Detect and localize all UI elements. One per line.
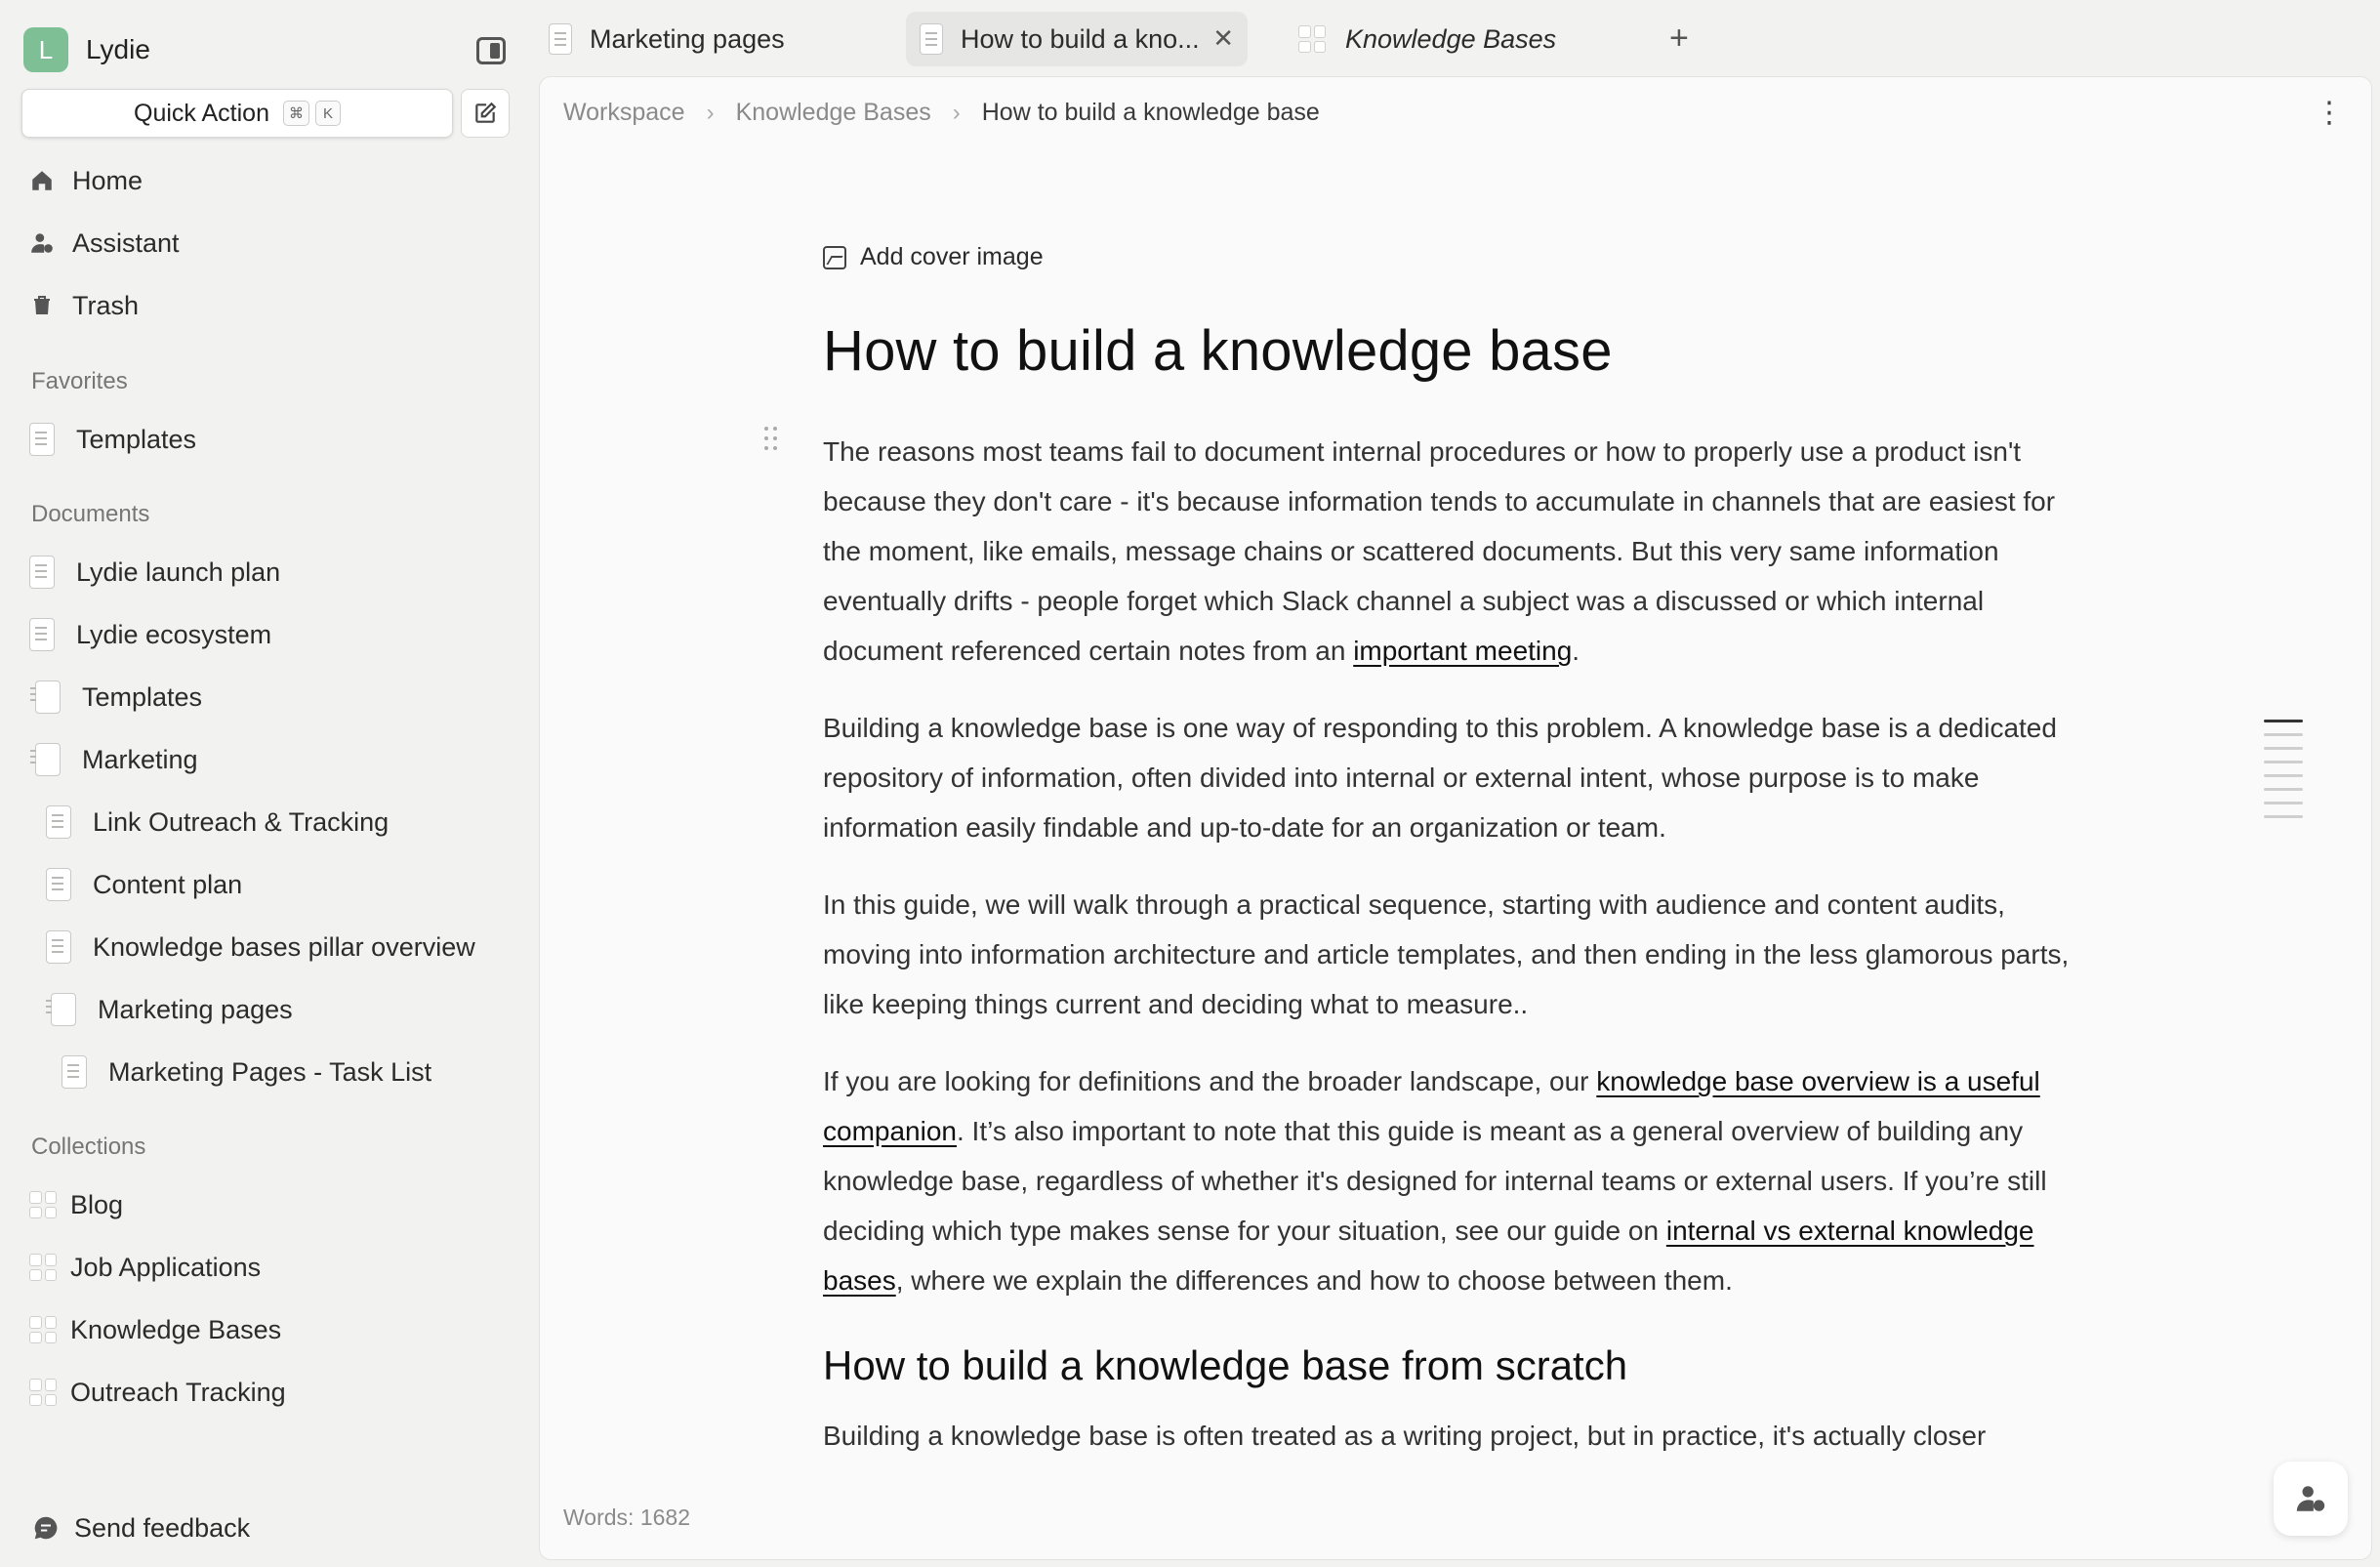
compose-icon (472, 101, 498, 126)
nav-home-label: Home (72, 165, 144, 195)
collection-item-label: Job Applications (70, 1252, 262, 1282)
collection-item-label: Knowledge Bases (70, 1314, 282, 1344)
paragraph-text: . (1572, 636, 1580, 666)
paragraph[interactable] (823, 427, 2082, 676)
cmd-key: ⌘ (283, 101, 309, 126)
nav-assistant[interactable] (27, 224, 180, 263)
document-icon (46, 868, 71, 901)
nested-document-icon (35, 743, 61, 776)
section-heading[interactable]: How to build a knowledge base from scratch (823, 1342, 1628, 1388)
document-icon (29, 556, 55, 589)
table-of-contents-minimap[interactable] (2264, 720, 2303, 829)
tab-bar (535, 0, 2380, 76)
paragraph[interactable] (823, 1056, 2082, 1305)
toc-marker[interactable] (2264, 733, 2303, 736)
add-cover-image-button[interactable] (823, 243, 2082, 271)
breadcrumb-current: How to build a knowledge base (981, 99, 1320, 126)
quick-action-label: Quick Action (134, 99, 269, 127)
link-internal-vs-external[interactable]: internal vs external knowledge bases (823, 1216, 2034, 1296)
toc-marker[interactable] (2264, 815, 2303, 818)
user-switcher[interactable] (23, 27, 512, 72)
send-feedback-label: Send feedback (74, 1512, 251, 1543)
toc-marker[interactable] (2264, 761, 2303, 763)
image-icon (823, 246, 846, 269)
assistant-button[interactable] (2274, 1462, 2348, 1536)
tab-knowledge-bases[interactable] (1285, 12, 1636, 66)
collection-item[interactable] (29, 1372, 286, 1413)
toc-marker-active[interactable] (2264, 720, 2303, 722)
document-item[interactable] (51, 989, 293, 1030)
tab-label: How to build a kno... (961, 23, 1200, 54)
paragraph-text: , where we explain the differences and how to choose between them. (895, 1265, 1733, 1296)
chevron-right-icon: › (952, 99, 961, 126)
new-document-button[interactable] (461, 89, 510, 138)
nested-document-icon (51, 993, 76, 1026)
documents-heading: Documents (31, 501, 150, 527)
document-pane (539, 76, 2372, 1560)
shortcut-hint (283, 101, 341, 126)
document-item-label: Knowledge bases pillar overview (93, 931, 475, 962)
link-important-meeting[interactable]: important meeting (1353, 636, 1573, 666)
send-feedback-button[interactable] (31, 1508, 250, 1547)
document-item-label: Marketing (82, 744, 198, 774)
word-count: Words: 1682 (563, 1505, 690, 1530)
collection-icon (29, 1191, 57, 1218)
collection-icon (29, 1254, 57, 1281)
add-cover-label: Add cover image (860, 243, 1044, 270)
document-icon (29, 423, 55, 456)
document-icon (46, 805, 71, 839)
document-content (823, 243, 2082, 1461)
document-item-label: Marketing Pages - Task List (108, 1056, 432, 1087)
nested-document-icon (35, 680, 61, 714)
document-item-label: Marketing pages (98, 994, 293, 1024)
tab-how-to-build[interactable] (906, 12, 1248, 66)
document-title[interactable]: How to build a knowledge base (823, 319, 1613, 383)
collection-item-label: Outreach Tracking (70, 1377, 286, 1407)
tab-label: Marketing pages (590, 23, 785, 54)
link-knowledge-base-overview[interactable]: knowledge base overview is a useful companion (823, 1066, 2040, 1146)
user-name: Lydie (86, 34, 150, 64)
document-item[interactable] (29, 552, 280, 593)
avatar: L (23, 27, 68, 72)
document-icon (549, 23, 572, 55)
paragraph[interactable]: In this guide, we will walk through a practical sequence, starting with audience and content audits, moving into information architecture and article templates, and then ending in the less glamorous parts, like keeping things current and deciding what to measure.. (823, 889, 2070, 1019)
close-tab-icon[interactable]: ✕ (1212, 23, 1234, 53)
document-item[interactable] (46, 802, 389, 843)
paragraph-text: The reasons most teams fail to document internal procedures or how to properly use a product isn't because they don't care - it's because information tends to accumulate in channels that are easiest for the moment, like emails, message chains or scattered documents. But this very same information eventually drifts - people forget which Slack channel a subject was a discussed or which internal document referenced certain notes from an (823, 436, 2056, 666)
breadcrumb-workspace[interactable]: Workspace (563, 99, 685, 126)
sidebar (0, 0, 535, 1567)
tab-marketing-pages[interactable] (535, 12, 890, 66)
toc-marker[interactable] (2264, 802, 2303, 804)
assistant-icon (27, 228, 57, 258)
new-tab-icon[interactable]: + (1669, 20, 1689, 57)
breadcrumb-knowledge-bases[interactable]: Knowledge Bases (735, 99, 931, 126)
document-icon (920, 23, 943, 55)
collection-item-label: Blog (70, 1189, 124, 1219)
document-item[interactable] (46, 864, 242, 905)
collection-item[interactable] (29, 1184, 123, 1225)
document-icon (62, 1055, 87, 1089)
document-item-label: Link Outreach & Tracking (93, 806, 390, 837)
document-item[interactable] (35, 677, 202, 718)
chevron-right-icon: › (706, 99, 715, 126)
nav-home[interactable] (27, 161, 143, 200)
collection-icon (29, 1316, 57, 1343)
nav-trash[interactable] (27, 286, 139, 325)
collection-icon (1298, 25, 1326, 53)
document-icon (29, 618, 55, 651)
document-item-label: Lydie ecosystem (76, 619, 272, 649)
paragraph[interactable]: Building a knowledge base is often treated as a writing project, but in practice, it's actually closer (823, 1421, 1987, 1451)
collection-icon (29, 1379, 57, 1406)
paragraph[interactable]: Building a knowledge base is one way of responding to this problem. A knowledge base is a dedicated repository of information, often divided into internal or external intent, whose purpose is to make information easily findable and up-to-date for an organization or team. (823, 713, 2057, 843)
k-key: K (315, 101, 341, 126)
drag-handle-icon[interactable] (764, 427, 778, 452)
nav-trash-label: Trash (72, 290, 140, 320)
favorite-item-templates[interactable] (29, 419, 196, 460)
quick-action-button[interactable] (21, 89, 453, 138)
tab-label: Knowledge Bases (1345, 23, 1557, 54)
nav-assistant-label: Assistant (72, 227, 180, 258)
document-item[interactable] (62, 1052, 431, 1093)
toc-marker[interactable] (2264, 788, 2303, 791)
paragraph-text: If you are looking for definitions and the broader landscape, our (823, 1066, 1597, 1096)
document-item[interactable] (29, 614, 271, 655)
chat-bubble-icon (31, 1513, 61, 1543)
paragraph-text: . It’s also important to note that this guide is meant as a general overview of building any knowledge base, regardless of whether it's designed for internal teams or external users. If you’re still deciding which type makes sense for your situation, see our guide on (823, 1116, 2047, 1246)
favorite-item-label: Templates (76, 424, 197, 454)
document-icon (46, 930, 71, 964)
toc-marker[interactable] (2264, 774, 2303, 777)
favorites-heading: Favorites (31, 368, 128, 394)
collection-item[interactable] (29, 1309, 281, 1350)
document-item-label: Content plan (93, 869, 243, 899)
document-item[interactable] (46, 927, 475, 968)
toc-marker[interactable] (2264, 747, 2303, 750)
collections-heading: Collections (31, 1134, 146, 1160)
breadcrumb (563, 99, 1320, 127)
document-item-label: Templates (82, 681, 203, 712)
toggle-sidebar-icon[interactable] (476, 37, 506, 64)
more-options-icon[interactable]: ⋮ (2315, 97, 2344, 129)
document-item-label: Lydie launch plan (76, 557, 281, 587)
home-icon (27, 166, 57, 195)
assistant-icon (2294, 1482, 2327, 1515)
trash-icon (27, 291, 57, 320)
document-item[interactable] (35, 739, 198, 780)
collection-item[interactable] (29, 1247, 261, 1288)
